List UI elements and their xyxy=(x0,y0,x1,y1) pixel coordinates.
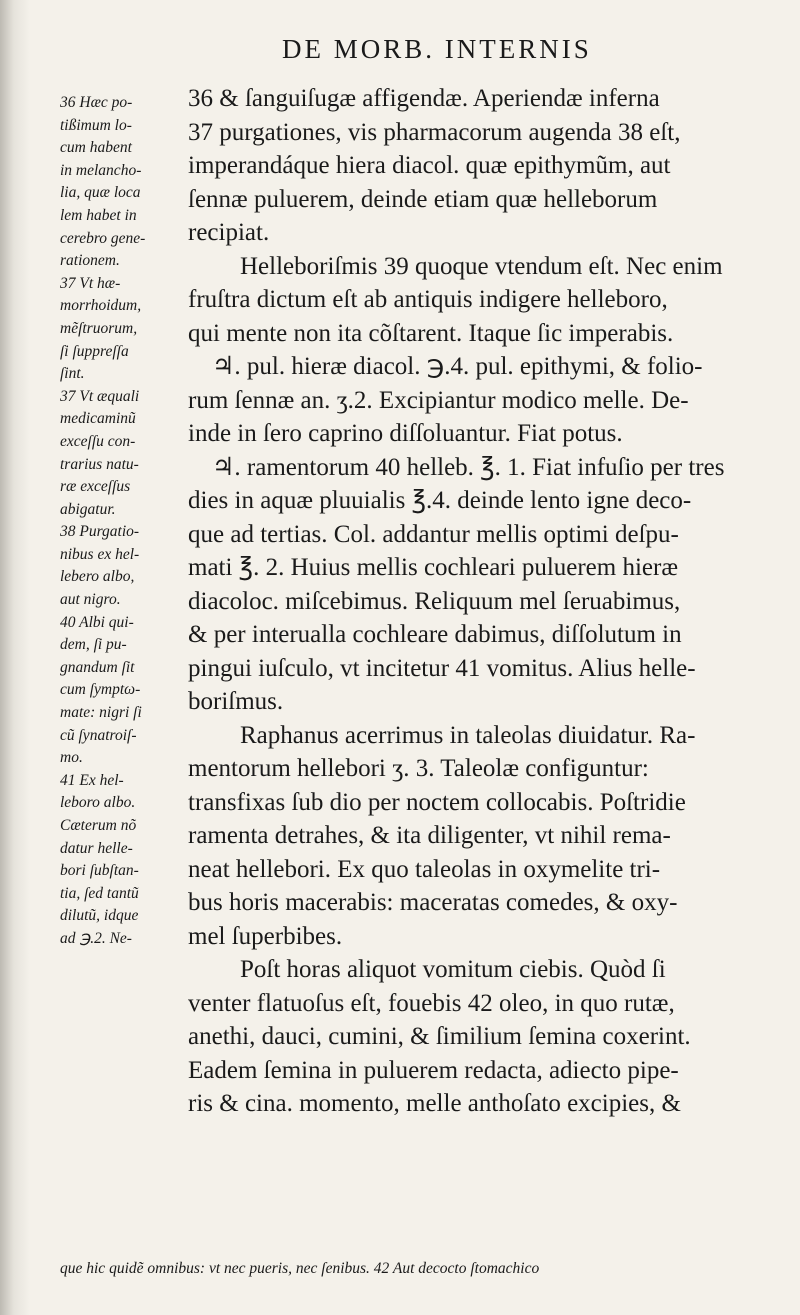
margin-note-line: mate: nigri ſi xyxy=(60,704,142,722)
margin-note-line: 36 Hæc po- xyxy=(60,94,133,111)
text-line: Helleboriſmis 39 quoque vtendum eſt. Nec enim xyxy=(240,252,723,280)
margin-note-line: trarius natu- xyxy=(60,455,139,473)
text-line: ♃. pul. hieræ diacol. ℈.4. pul. epithymi, & folio- xyxy=(212,353,703,380)
margin-note-line: lia, quæ loca xyxy=(60,184,141,202)
text-line: fruſtra dictum eſt ab antiquis indigere helleboro, xyxy=(188,286,668,313)
text-line: ris & cina. momento, melle anthoſato excipies, & xyxy=(188,1090,681,1117)
margin-note-line: tia, ſed tantũ xyxy=(60,884,139,902)
text-line: diacoloc. miſcebimus. Reliquum mel ſeruabimus, xyxy=(188,587,681,615)
margin-note-line: 38 Purgatio- xyxy=(60,523,140,541)
margin-note-line: gnandum ſit xyxy=(60,658,135,676)
margin-note-line: in melancho- xyxy=(60,161,142,179)
text-line: mel ſuperbibes. xyxy=(188,922,343,950)
margin-note-line: dilutũ, idque xyxy=(60,907,139,925)
margin-note-line: mẽſtruorum, xyxy=(60,319,138,337)
margin-note-line: datur helle- xyxy=(60,839,133,857)
text-line: 36 & ſanguiſugæ affigendæ. Aperiendæ inferna xyxy=(188,85,660,112)
margin-note-line: 41 Ex hel- xyxy=(60,771,124,789)
text-line: anethi, dauci, cumini, & ſimilium ſemina coxerint. xyxy=(188,1023,691,1050)
text-line: imperandáque hiera diacol. quæ epithymũm, aut xyxy=(188,152,671,179)
text-line: pingui iuſculo, vt incitetur 41 vomitus. Alius helle- xyxy=(188,654,696,682)
margin-note-line: ſi ſuppreſſa xyxy=(60,342,129,360)
running-header: DE MORB. INTERNIS xyxy=(282,34,592,64)
text-line: qui mente non ita cõſtarent. Itaque ſic imperabis. xyxy=(188,319,674,347)
text-line: recipiat. xyxy=(188,219,270,246)
margin-note-line: 37 Vt hæ- xyxy=(60,274,121,292)
margin-note-line: dem, ſi pu- xyxy=(60,636,127,654)
margin-note-line: exceſſu con- xyxy=(60,432,136,450)
margin-note-line: ræ exceſſus xyxy=(60,478,131,496)
text-line: bus horis macerabis: maceratas comedes, & oxy- xyxy=(188,889,678,916)
text-line: venter flatuoſus eſt, fouebis 42 oleo, in quo rutæ, xyxy=(188,989,675,1017)
margin-note-line: nibus ex hel- xyxy=(60,545,140,563)
margin-note-line: lebero albo, xyxy=(60,568,135,586)
text-line: ramenta detrahes, & ita diligenter, vt nihil rema- xyxy=(188,822,671,849)
margin-note-line: Cæterum nõ xyxy=(60,817,137,834)
margin-note-line: morrhoidum, xyxy=(60,297,142,315)
text-line: ♃. ramentorum 40 helleb. ℥. 1. Fiat infuſio per tres xyxy=(212,453,725,481)
margin-note-line: rationem. xyxy=(60,252,120,270)
margin-note-line: cum ſymptω- xyxy=(60,681,141,699)
text-line: 37 purgationes, vis pharmacorum augenda 38 eſt, xyxy=(188,118,681,146)
text-line: mati ℥. 2. Huius mellis cochleari puluerem hieræ xyxy=(188,554,679,581)
margin-note-line: 40 Albi qui- xyxy=(60,613,134,631)
margin-note-line: cũ ſynatroiſ- xyxy=(60,726,137,744)
margin-note-line: medicaminũ xyxy=(60,410,136,428)
text-line: Poſt horas aliquot vomitum ciebis. Quòd ſi xyxy=(240,956,666,983)
margin-note-line: cum habent xyxy=(60,139,132,157)
margin-note-continuation: que hic quidẽ omnibus: vt nec pueris, nec ſenibus. 42 Aut decocto ſtomachico xyxy=(60,1260,540,1277)
margin-note-line: lem habet in xyxy=(60,206,137,224)
margin-note-line: 37 Vt æquali xyxy=(60,387,140,405)
margin-notes xyxy=(60,92,190,951)
text-line: Raphanus acerrimus in taleolas diuidatur. Ra- xyxy=(240,721,696,749)
text-line: inde in ſero caprino diſſoluantur. Fiat potus. xyxy=(188,420,623,447)
margin-note-line: bori ſubſtan- xyxy=(60,862,139,880)
text-line: que ad tertias. Col. addantur mellis optimi deſpu- xyxy=(188,520,679,548)
margin-note-line: aut nigro. xyxy=(60,591,121,609)
text-line: neat hellebori. Ex quo taleolas in oxymelite tri- xyxy=(188,855,661,883)
text-line: Eadem ſemina in puluerem redacta, adiecto pipe- xyxy=(188,1056,679,1084)
margin-note-line: tißimum lo- xyxy=(60,116,132,134)
margin-note-line: abigatur. xyxy=(60,500,116,518)
margin-note-line: ſint. xyxy=(60,365,85,383)
text-line: ſennæ puluerem, deinde etiam quæ helleborum xyxy=(188,185,658,213)
margin-note-line: cerebro gene- xyxy=(60,229,146,247)
text-line: & per interualla cochleare dabimus, diſſolutum in xyxy=(188,621,682,648)
text-line: transfixas ſub dio per noctem collocabis. Poſtridie xyxy=(188,788,686,816)
margin-note-line: leboro albo. xyxy=(60,794,136,812)
margin-note-line: ad ℈.2. Ne- xyxy=(60,929,132,947)
text-line: dies in aquæ pluuialis ℥.4. deinde lento igne deco- xyxy=(188,487,692,514)
text-line: mentorum hellebori ʒ. 3. Taleolæ configuntur: xyxy=(188,755,649,782)
text-line: rum ſennæ an. ʒ.2. Excipiantur modico melle. De- xyxy=(188,386,689,414)
margin-note-line: mo. xyxy=(60,749,83,767)
text-line: boriſmus. xyxy=(188,688,284,715)
main-text-block xyxy=(188,82,778,1121)
